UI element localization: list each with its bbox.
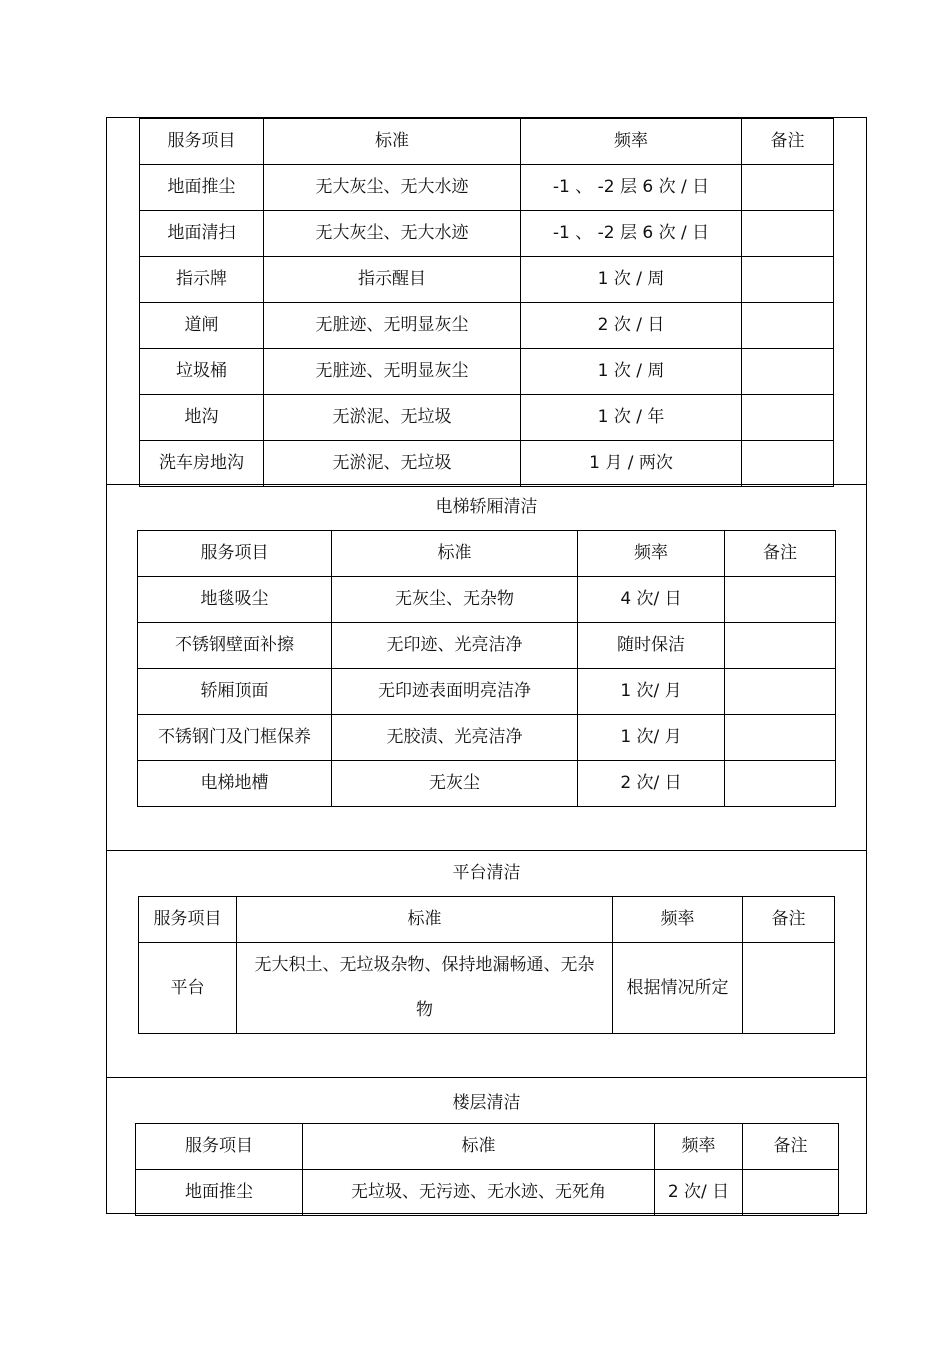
table-cell: 无大灰尘、无大水迹 [264,211,521,257]
section-title-floor: 楼层清洁 [452,1093,521,1113]
table-row [140,349,834,395]
table-floor-cleaning [135,1123,839,1216]
table-header-row [139,897,835,943]
table-cell: 无印迹、光亮洁净 [332,623,578,669]
table-cell [725,623,836,669]
table-cell: 无印迹表面明亮洁净 [332,669,578,715]
table-cell [743,943,835,1034]
table-cell: 无灰尘、无杂物 [332,577,578,623]
table-cell: 无大积土、无垃圾杂物、保持地漏畅通、无杂物 [237,943,613,1034]
table-cell: 无淤泥、无垃圾 [264,395,521,441]
table-row [138,577,836,623]
header-cell: 备注 [743,1124,839,1170]
table-cell: 指示醒目 [264,257,521,303]
table-cell: 无胶渍、光亮洁净 [332,715,578,761]
table-cell: 1 次 / 周 [521,349,742,395]
table-cell: 地毯吸尘 [138,577,332,623]
table-cell: 洗车房地沟 [140,441,264,487]
table-cell [742,303,834,349]
table-header-row [140,119,834,165]
table-cell [725,715,836,761]
header-cell: 服务项目 [136,1124,303,1170]
table-cell: 不锈钢壁面补擦 [138,623,332,669]
table-cell: 无灰尘 [332,761,578,807]
table-row [140,211,834,257]
table-cell [742,395,834,441]
table-row [140,257,834,303]
header-cell: 服务项目 [139,897,237,943]
table-cell: -1 、 -2 层 6 次 / 日 [521,165,742,211]
header-cell: 备注 [742,119,834,165]
table-cell: 1 月 / 两次 [521,441,742,487]
table-cell: 4 次/ 日 [578,577,725,623]
table-cell: 平台 [139,943,237,1034]
header-cell: 标准 [332,531,578,577]
section-divider [106,1077,867,1078]
header-cell: 频率 [521,119,742,165]
table-row [140,441,834,487]
table-cell: 地面推尘 [140,165,264,211]
table-cell: 1 次/ 月 [578,715,725,761]
table-cell [742,211,834,257]
table-row [140,165,834,211]
header-cell: 频率 [613,897,743,943]
table-cell: 随时保洁 [578,623,725,669]
table-cell: 垃圾桶 [140,349,264,395]
table-cell: 1 次 / 周 [521,257,742,303]
table-cell [742,165,834,211]
table-cell: 2 次 / 日 [521,303,742,349]
header-cell: 频率 [578,531,725,577]
header-cell: 备注 [743,897,835,943]
table-cell: -1 、 -2 层 6 次 / 日 [521,211,742,257]
table-cell [725,761,836,807]
table-elevator-cleaning [137,530,836,807]
table-cell [742,349,834,395]
table-cell: 2 次/ 日 [655,1170,743,1216]
table-cell: 无脏迹、无明显灰尘 [264,349,521,395]
table-row [140,395,834,441]
table-row [138,715,836,761]
table-cell: 地面清扫 [140,211,264,257]
table-cell: 地面推尘 [136,1170,303,1216]
table-cell: 2 次/ 日 [578,761,725,807]
header-cell: 服务项目 [140,119,264,165]
table-row [138,761,836,807]
section-title-platform: 平台清洁 [452,863,521,883]
header-cell: 备注 [725,531,836,577]
table-header-row [136,1124,839,1170]
table-cell: 根据情况所定 [613,943,743,1034]
header-cell: 标准 [237,897,613,943]
table-platform-cleaning [138,896,835,1034]
table-row [136,1170,839,1216]
table-cell [742,257,834,303]
table-cell: 不锈钢门及门框保养 [138,715,332,761]
table-parking-cleaning [139,118,834,487]
table-cell [743,1170,839,1216]
header-cell: 标准 [264,119,521,165]
header-cell: 频率 [655,1124,743,1170]
table-cell [742,441,834,487]
table-cell: 电梯地槽 [138,761,332,807]
table-cell: 1 次/ 月 [578,669,725,715]
table-cell: 无垃圾、无污迹、无水迹、无死角 [303,1170,655,1216]
table-cell [725,577,836,623]
table-row [138,669,836,715]
table-cell: 指示牌 [140,257,264,303]
table-header-row [138,531,836,577]
table-cell: 无大灰尘、无大水迹 [264,165,521,211]
header-cell: 标准 [303,1124,655,1170]
header-cell: 服务项目 [138,531,332,577]
table-cell: 轿厢顶面 [138,669,332,715]
table-cell: 道闸 [140,303,264,349]
table-cell: 无淤泥、无垃圾 [264,441,521,487]
table-row [138,623,836,669]
table-row [139,943,835,1034]
section-title-elevator: 电梯轿厢清洁 [435,497,538,517]
table-cell: 1 次 / 年 [521,395,742,441]
table-cell [725,669,836,715]
table-row [140,303,834,349]
table-cell: 地沟 [140,395,264,441]
table-cell: 无脏迹、无明显灰尘 [264,303,521,349]
